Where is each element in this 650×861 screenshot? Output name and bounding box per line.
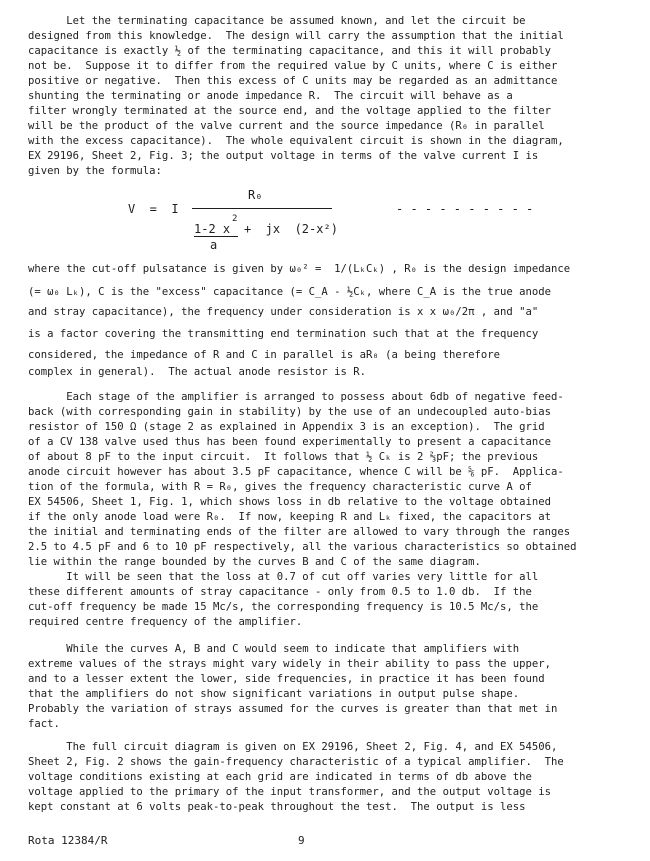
formula-dashes: - - - - - - - - - - (396, 202, 534, 216)
formula-lhs: V = I (128, 202, 179, 216)
paragraph-loss-cutoff: It will be seen that the loss at 0.7 of cut off varies very little for all these different amounts of stray capacitance - only from 0.5 to 1.0 db. If the cut-off frequency be made 15 Mc/s, the corresponding frequency is 10.5 Mc/s, the required centre frequency of the amplifier. (28, 571, 539, 628)
formula-fraction-bar (192, 208, 332, 209)
paragraph-curves: While the curves A, B and C would seem to indicate that amplifiers with extreme values of the strays might vary widely in their ability to pass the upper, and to a lesser extent the lower, side frequencies, in practice it has been found that the amplifiers do not show significant variations in output pulse shape. Probably the variation of strays assumed for the curves is greater than that met in fact. (28, 643, 558, 730)
definition-line-3: and stray capacitance), the frequency under consideration is x x ω₀/2π , and "a" (28, 306, 539, 318)
definition-line-1: where the cut-off pulsatance is given by ω₀² = 1/(LₖCₖ) , R₀ is the design impedance (28, 263, 571, 275)
definition-line-2: (= ω₀ Lₖ), C is the "excess" capacitance (= C_A - ½Cₖ, where C_A is the true anode (28, 286, 551, 298)
formula-denominator-rest: + jx (2-x²) (244, 222, 338, 236)
formula-exponent: 2 (232, 214, 238, 224)
paragraph-amplifier-stage: Each stage of the amplifier is arranged to possess about 6db of negative feed- back (with corresponding gain in stability) by the use of an undecoupled auto-bias resistor of 150 Ω (stage 2 as explained in Appendix 3 is an exception). The grid of a CV 138 valve used thus has been found experimentally to present a capacitance of about 8 pF to the input circuit. It follows that ½ Cₖ is 2 ⅔pF; the previous anode circuit however has about 3.5 pF capacitance, whence C will be ⅚ pF. Applica- tion of the formula, with R = R₀, gives the frequency characteristic curve A of EX 54506, Sheet 1, Fig. 1, which shows loss in db relative to the voltage obtained if the only anode load were R₀. If now, keeping R and Lₖ fixed, the capacitors at the initial and terminating ends of the filter are allowed to vary through the ranges 2.5 to 4.5 pF and 6 to 10 pF respectively, all the various characteristics so obtained lie within the range bounded by the curves B and C of the same diagram. (28, 391, 577, 568)
definition-line-4: is a factor covering the transmitting end termination such that at the frequency (28, 328, 539, 340)
formula-denominator-main: 1-2 x (194, 222, 231, 236)
footer-reference: Rota 12384/R (28, 834, 108, 847)
formula-inner-bar (194, 236, 238, 237)
formula-denominator-a: a (210, 238, 218, 252)
page-number: 9 (298, 834, 305, 847)
definition-line-6: complex in general). The actual anode resistor is R. (28, 366, 367, 378)
paragraph-terminating-capacitance: Let the terminating capacitance be assumed known, and let the circuit be designed from this knowledge. The design will carry the assumption that the initial capacitance is exactly ½ of the terminating capacitance, and this it will probably not be. Suppose it to differ from the required value by C units, where C is either positive or negative. Then this excess of C units may be regarded as an admittance shunting the terminating or anode impedance R. The circuit will behave as a filter wrongly terminated at the source end, and the voltage applied to the filter will be the product of the valve current and the source impedance (R₀ in parallel with the excess capacitance). The whole equivalent circuit is shown in the diagram, EX 29196, Sheet 2, Fig. 3; the output voltage in terms of the valve current I is given by the formula: (28, 15, 564, 177)
paragraph-circuit-diagram: The full circuit diagram is given on EX 29196, Sheet 2, Fig. 4, and EX 54506, Sheet 2, Fig. 2 shows the gain-frequency characteristic of a typical amplifier. The voltage conditions existing at each grid are indicated in terms of db above the voltage applied to the primary of the input transformer, and the output voltage is kept constant at 6 volts peak-to-peak throughout the test. The output is less (28, 741, 564, 813)
formula-numerator: R₀ (248, 188, 263, 202)
definition-line-5: considered, the impedance of R and C in parallel is aR₀ (a being therefore (28, 349, 500, 361)
